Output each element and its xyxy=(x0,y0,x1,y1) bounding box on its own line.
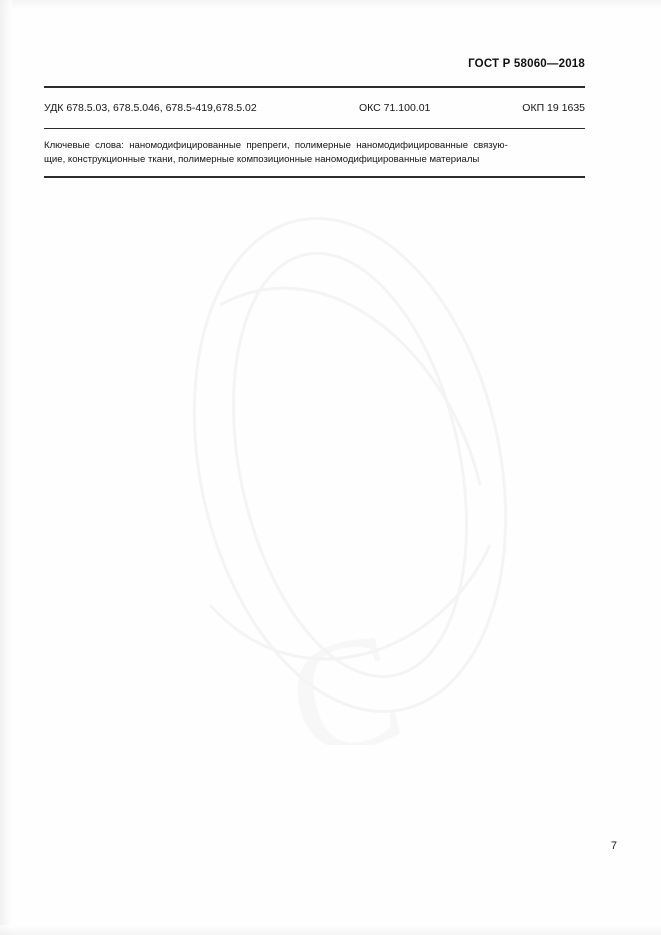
header-rule-top xyxy=(44,86,585,88)
keywords-line-2: щие, конструкционные ткани, полимерные композиционные наномодифицированные материалы xyxy=(44,154,480,165)
page-number: 7 xyxy=(610,840,617,852)
scan-edge-shadow-top xyxy=(0,0,661,10)
oks-code: ОКС 71.100.01 xyxy=(359,102,431,114)
scan-watermark xyxy=(150,185,550,745)
keywords-line-1: Ключевые слова: наномодифицированные препреги, полимерные наномодифицированные связую- xyxy=(44,140,508,151)
codes-rule-middle xyxy=(44,128,585,129)
okp-code: ОКП 19 1635 xyxy=(522,102,585,114)
scan-edge-shadow-bottom xyxy=(0,925,661,935)
udk-code: УДК 678.5.03, 678.5.046, 678.5-419,678.5.02 xyxy=(44,102,257,114)
standard-header: ГОСТ Р 58060—2018 xyxy=(468,58,585,70)
scan-edge-shadow-left xyxy=(0,0,12,935)
svg-text:C xyxy=(272,596,419,745)
classification-codes xyxy=(44,102,585,120)
keywords-rule-bottom xyxy=(44,176,585,178)
keywords-block xyxy=(44,139,585,167)
